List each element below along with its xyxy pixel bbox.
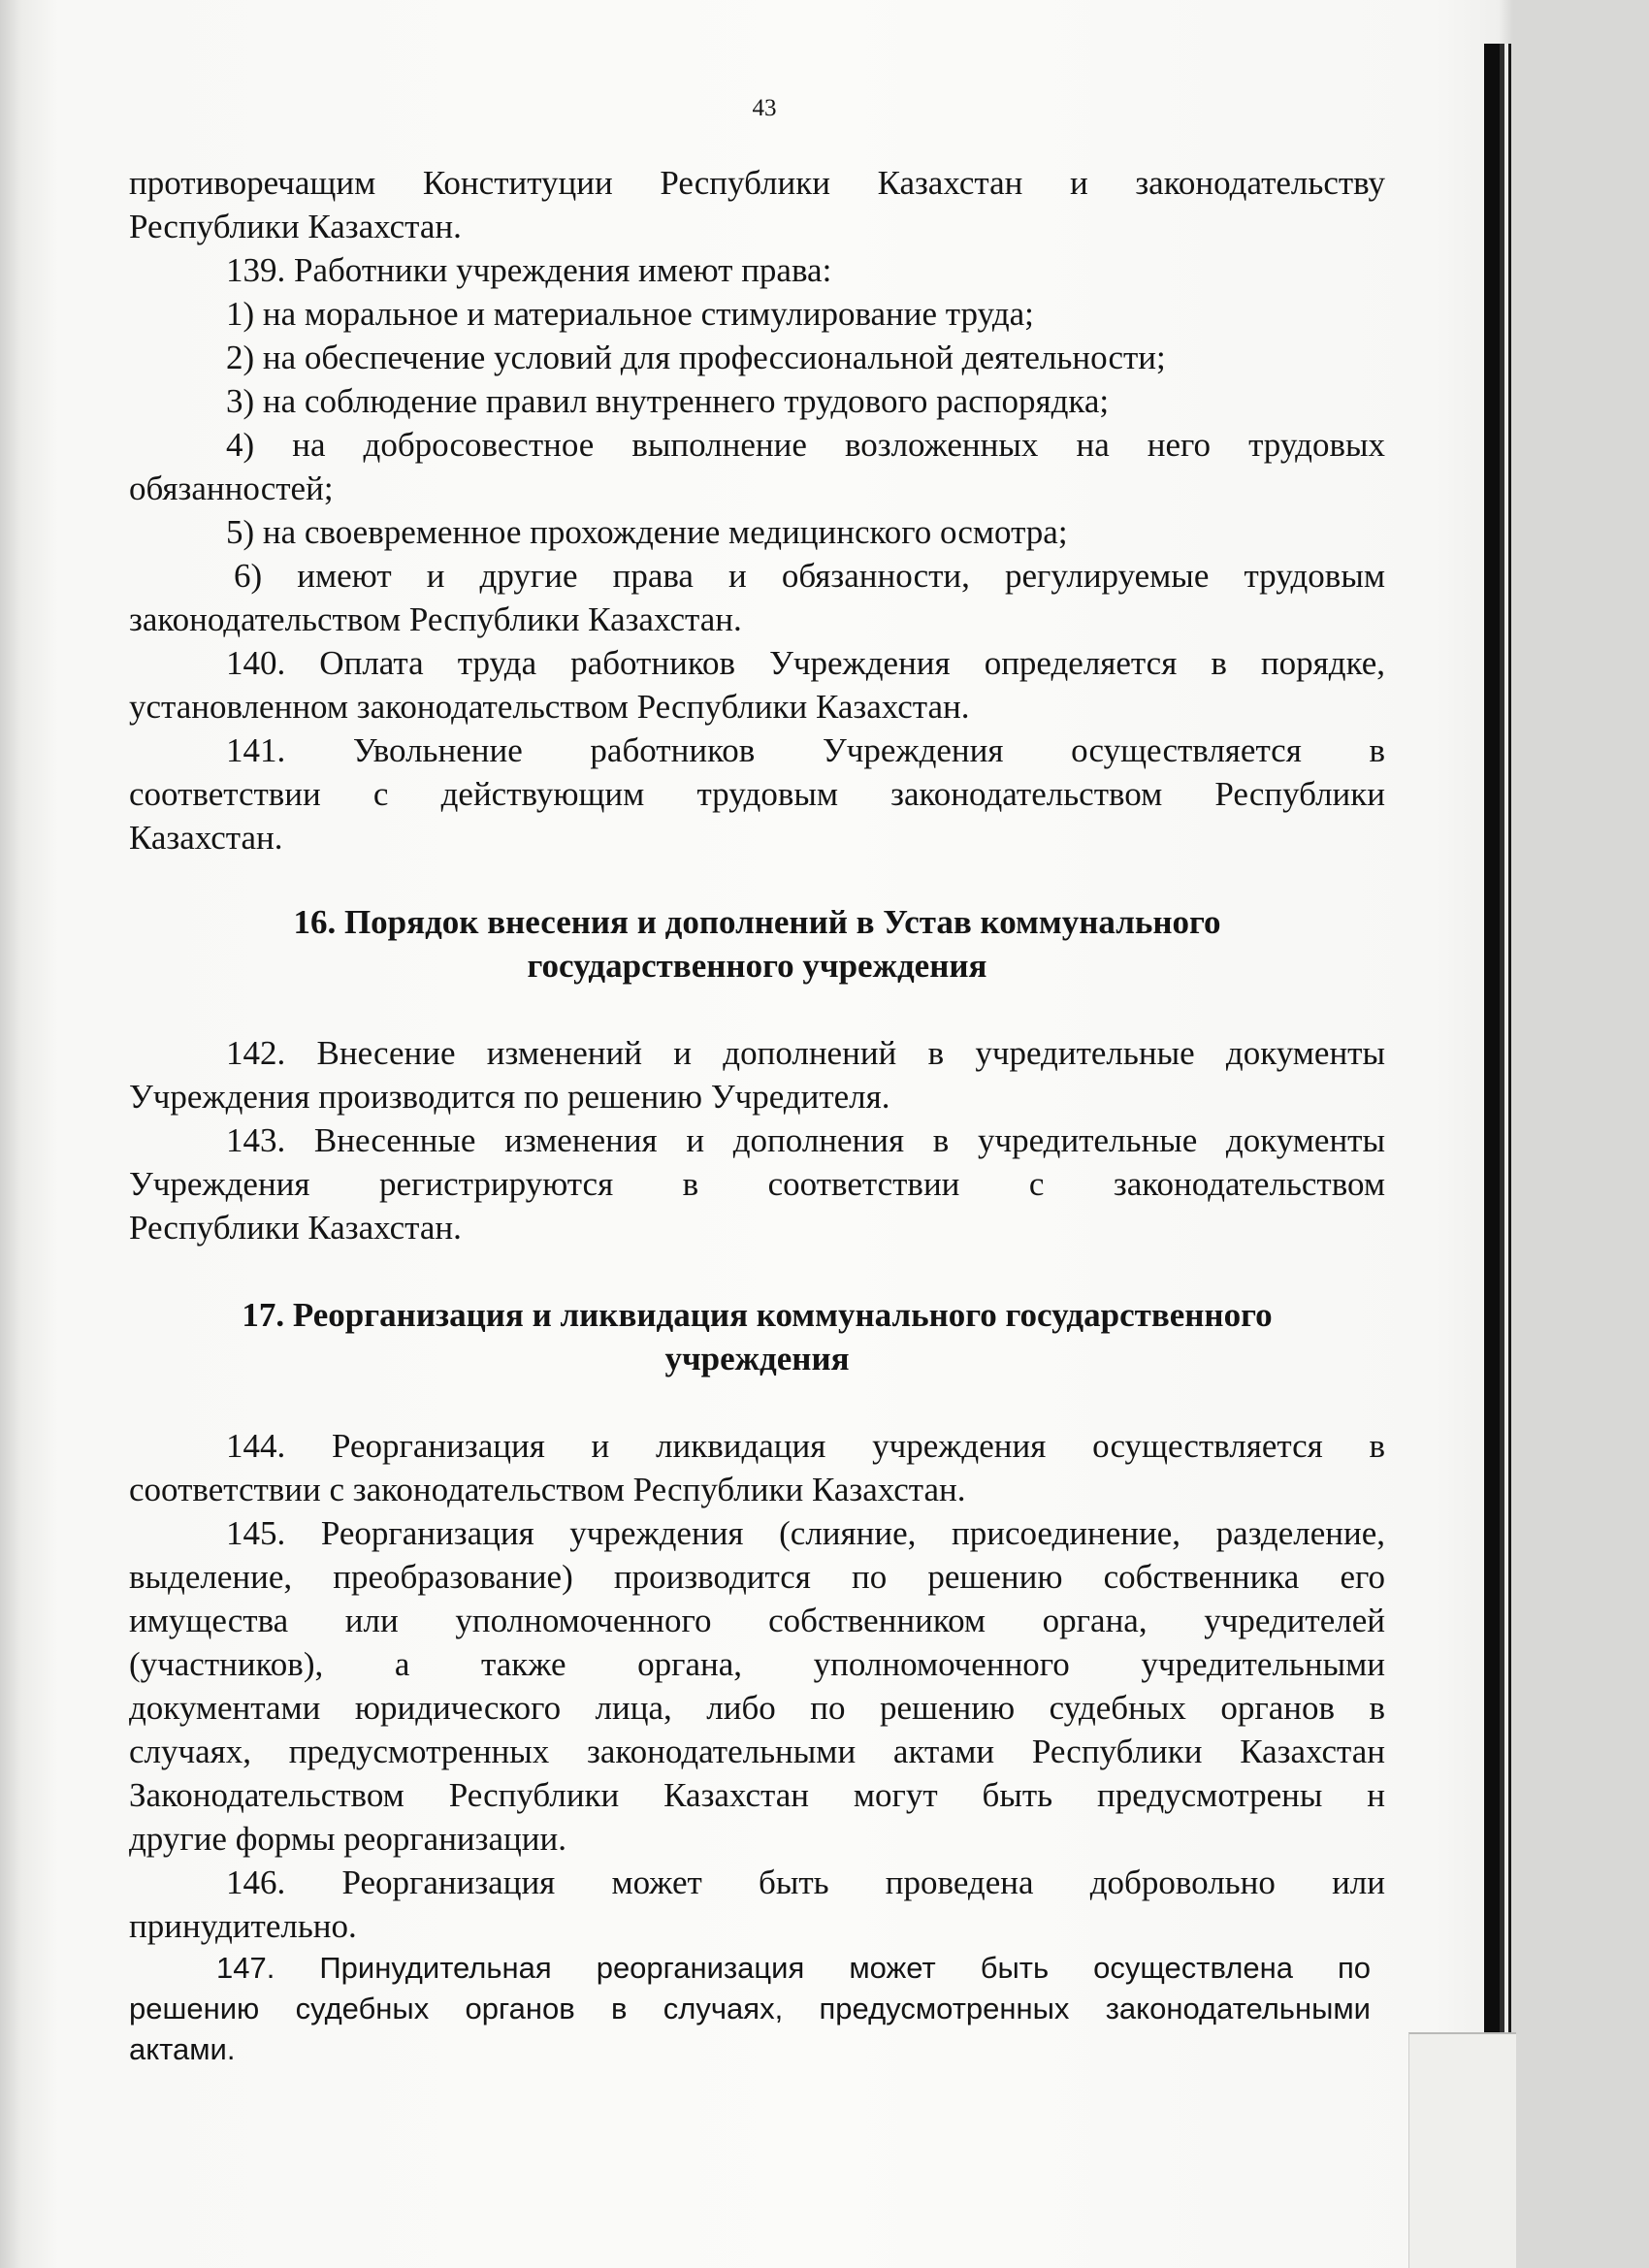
text-line: 144. Реорганизация и ликвидация учреждения осуществляется в <box>226 1427 1385 1465</box>
text-line: 4) на добросовестное выполнение возложенных на него трудовых <box>226 426 1385 464</box>
section-heading: 16. Порядок внесения и дополнений в Устав коммунального <box>293 903 1221 941</box>
text-line: документами юридического лица, либо по решению судебных органов в <box>129 1689 1385 1727</box>
text-line: Учреждения регистрируются в соответствии с законодательством <box>129 1165 1385 1203</box>
text-line: установленном законодательством Республики Казахстан. <box>129 688 970 726</box>
section-heading: 17. Реорганизация и ликвидация коммунального государственного <box>242 1296 1273 1334</box>
text-line: Казахстан. <box>129 819 283 857</box>
section-heading: учреждения <box>664 1340 850 1377</box>
text-line: обязанностей; <box>129 470 334 507</box>
text-line: 147. Принудительная реорганизация может быть осуществлена по <box>216 1951 1371 1985</box>
sheet-edge-border <box>1484 44 1500 2037</box>
text-line: 1) на моральное и материальное стимулирование труда; <box>226 295 1034 333</box>
text-line: другие формы реорганизации. <box>129 1820 566 1858</box>
text-line: актами. <box>129 2032 236 2066</box>
section-heading: государственного учреждения <box>527 947 987 985</box>
text-line: 142. Внесение изменений и дополнений в учредительные документы <box>226 1034 1385 1072</box>
text-line: 3) на соблюдение правил внутреннего трудового распорядка; <box>226 382 1110 420</box>
text-line: Законодательством Республики Казахстан могут быть предусмотрены н <box>129 1776 1385 1814</box>
text-line: 140. Оплата труда работников Учреждения определяется в порядке, <box>226 644 1385 682</box>
text-line: противоречащим Конституции Республики Казахстан и законодательству <box>129 164 1385 202</box>
text-line: (участников), а также органа, уполномоченного учредительными <box>129 1645 1385 1683</box>
text-line: решению судебных органов в случаях, предусмотренных законодательными <box>129 1992 1371 2025</box>
text-line: выделение, преобразование) производится по решению собственника его <box>129 1558 1385 1596</box>
text-line: законодательством Республики Казахстан. <box>129 600 742 638</box>
page-number: 43 <box>752 95 777 121</box>
text-line: имущества или уполномоченного собственником органа, учредителей <box>129 1602 1385 1639</box>
text-line: 143. Внесенные изменения и дополнения в учредительные документы <box>226 1121 1385 1159</box>
text-line: 139. Работники учреждения имеют права: <box>226 251 832 289</box>
text-line: Республики Казахстан. <box>129 1209 462 1247</box>
text-line: соответствии с действующим трудовым законодательством Республики <box>129 775 1385 813</box>
text-line: 2) на обеспечение условий для профессиональной деятельности; <box>226 339 1166 376</box>
text-line: 146. Реорганизация может быть проведена добровольно или <box>226 1863 1385 1901</box>
text-line: 5) на своевременное прохождение медицинского осмотра; <box>226 513 1068 551</box>
page-corner-fold <box>1408 2032 1516 2268</box>
text-line: принудительно. <box>129 1907 357 1945</box>
text-line: случаях, предусмотренных законодательными актами Республики Казахстан <box>129 1733 1385 1770</box>
text-line: 145. Реорганизация учреждения (слияние, присоединение, разделение, <box>226 1514 1385 1552</box>
text-line: 141. Увольнение работников Учреждения осуществляется в <box>226 731 1385 769</box>
text-line: соответствии с законодательством Республики Казахстан. <box>129 1471 966 1508</box>
text-line: Республики Казахстан. <box>129 208 462 245</box>
text-line: 6) имеют и другие права и обязанности, регулируемые трудовым <box>234 557 1385 595</box>
text-line: Учреждения производится по решению Учредителя. <box>129 1078 890 1116</box>
